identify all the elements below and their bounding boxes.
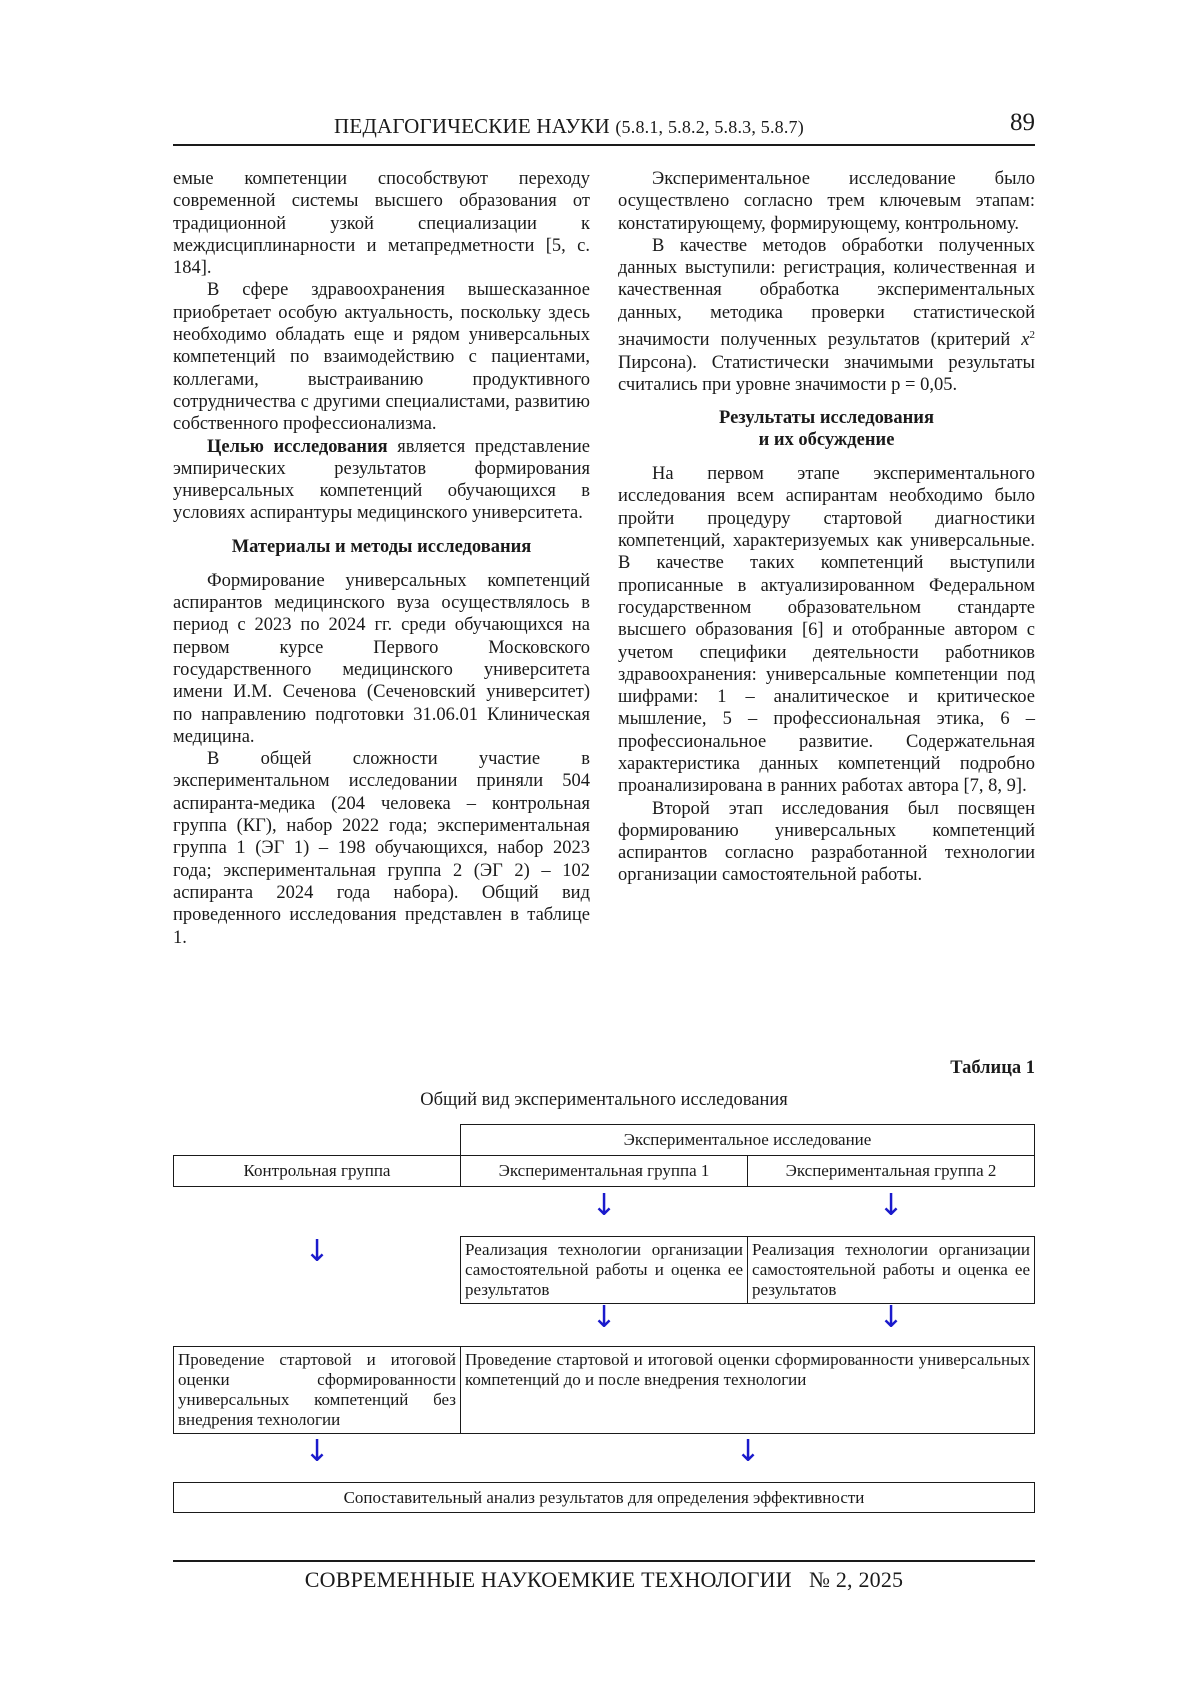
right-column (618, 168, 1035, 887)
control-group-cell: Контрольная группа (173, 1155, 461, 1187)
exp-eval-cell: Проведение стартовой и итоговой оценки сформированности универсальных компетенций до и после внедрения технологии (460, 1346, 1035, 1434)
paragraph: В сфере здравоохранения вышесказанное приобретает особую актуальность, поскольку здесь необходимо обладать еще и рядом универсальных компетенций по взаимодействию с пациентами, коллегами, выстраиванию продуктивного сотрудничества с другими специалистами, развитию собственного профессионализма. (173, 280, 590, 435)
section-title (173, 114, 965, 139)
heading-methods: Материалы и методы исследования (231, 536, 532, 557)
paragraph: Экспериментальное исследование было осуществлено согласно трем ключевым этапам: констатирующему, формирующему, контрольному. (618, 169, 1035, 234)
heading-results-line2: и их обсуждение (758, 430, 895, 451)
arrow-down-icon: ↓ (591, 1300, 617, 1335)
impl-cell-1: Реализация технологии организации самостоятельной работы и оценка ее результатов (460, 1236, 748, 1304)
exp-research-header: Экспериментальное исследование (460, 1124, 1035, 1156)
methods-text-end: Пирсона). Статистически значимыми результаты считались при уровне значимости p = 0,05. (618, 352, 1035, 395)
paragraph-methods (618, 235, 1035, 396)
exp-group-1-cell: Экспериментальная группа 1 (460, 1155, 748, 1187)
footer-text (173, 1567, 1035, 1593)
journal-name: СОВРЕМЕННЫЕ НАУКОЕМКИЕ ТЕХНОЛОГИИ (304, 1567, 792, 1592)
paragraph-aim (173, 436, 590, 525)
aim-text: является представление эмпирических результатов формирования универсальных компетенций обучающихся в условиях аспирантуры медицинского университета. (173, 436, 591, 524)
chi-symbol: x (1021, 330, 1030, 351)
paragraph: На первом этапе экспериментального исследования всем аспирантам необходимо было пройти процедуру стартовой диагностики компетенций, характеризуемых как универсальные. В качестве таких компетенций выступили прописанные в актуализированном Федеральном государственном образовательном стандарте высшего образования [6] и отобранные автором с учетом специфики деятельности работников здравоохранения: универсальные компетенции под шифрами: 1 – аналитическое и критическое мышление, 5 – профессиональная этика, 6 – профессиональное развитие. Содержательная характеристика данных компетенций подробно проанализирована в ранних работах автора [7, 8, 9]. (618, 464, 1035, 797)
page-number: 89 (1010, 109, 1035, 136)
heading-results (618, 407, 1035, 451)
running-header (173, 108, 1035, 146)
section-codes: (5.8.1, 5.8.2, 5.8.3, 5.8.7) (615, 117, 804, 137)
paragraph: Второй этап исследования был посвящен формированию универсальных компетенций аспирантов согласно разработанной технологии организации самостоятельной работы. (618, 798, 1035, 886)
control-eval-cell: Проведение стартовой и итоговой оценки сформированности универсальных компетенций без внедрения технологии (173, 1346, 461, 1434)
exp-group-2-cell: Экспериментальная группа 2 (747, 1155, 1035, 1187)
running-footer (173, 1560, 1035, 1593)
chi-superscript: 2 (1029, 329, 1035, 342)
methods-text: В качестве методов обработки полученных данных выступили: регистрация, количественная и качественная обработка экспериментальных данных, методика проверки статистической значимости полученных результатов (критерий (618, 235, 1035, 351)
arrow-down-icon: ↓ (878, 1300, 904, 1335)
aim-label: Целью исследования (207, 436, 388, 457)
paragraph: В общей сложности участие в экспериментальном исследовании приняли 504 аспиранта-медика (204 человека – контрольная группа (КГ), набор 2022 года; экспериментальная группа 1 (ЭГ 1) – 198 обучающихся, набор 2023 года; экспериментальная группа 2 (ЭГ 2) – 102 аспиранта 2024 года набора). Общий вид проведенного исследования представлен в таблице 1. (173, 749, 590, 948)
table-title: Общий вид экспериментального исследования (420, 1090, 788, 1110)
left-column (173, 168, 590, 949)
section-name: ПЕДАГОГИЧЕСКИЕ НАУКИ (334, 114, 610, 138)
table-caption: Таблица 1 (950, 1058, 1035, 1078)
arrow-down-icon: ↓ (735, 1434, 761, 1469)
arrow-down-icon: ↓ (878, 1188, 904, 1223)
arrow-down-icon: ↓ (591, 1188, 617, 1223)
arrow-down-icon: ↓ (304, 1434, 330, 1469)
arrow-down-icon: ↓ (304, 1234, 330, 1269)
impl-cell-2: Реализация технологии организации самостоятельной работы и оценка ее результатов (747, 1236, 1035, 1304)
journal-issue: № 2, 2025 (808, 1567, 904, 1592)
heading-results-line1: Результаты исследования (719, 408, 934, 429)
final-analysis-cell: Сопоставительный анализ результатов для определения эффективности (173, 1482, 1035, 1513)
paragraph: емые компетенции способствуют переходу современной системы высшего образования от традиционной узкой специализации к междисциплинарности и метапредметности [5, с. 184]. (173, 169, 590, 279)
paragraph: Формирование универсальных компетенций аспирантов медицинского вуза осуществлялось в период с 2023 по 2024 гг. среди обучающихся на первом курсе Первого Московского государственного медицинского университета имени И.М. Сеченова (Сеченовский университет) по направлению подготовки 31.06.01 Клиническая медицина. (173, 570, 590, 747)
